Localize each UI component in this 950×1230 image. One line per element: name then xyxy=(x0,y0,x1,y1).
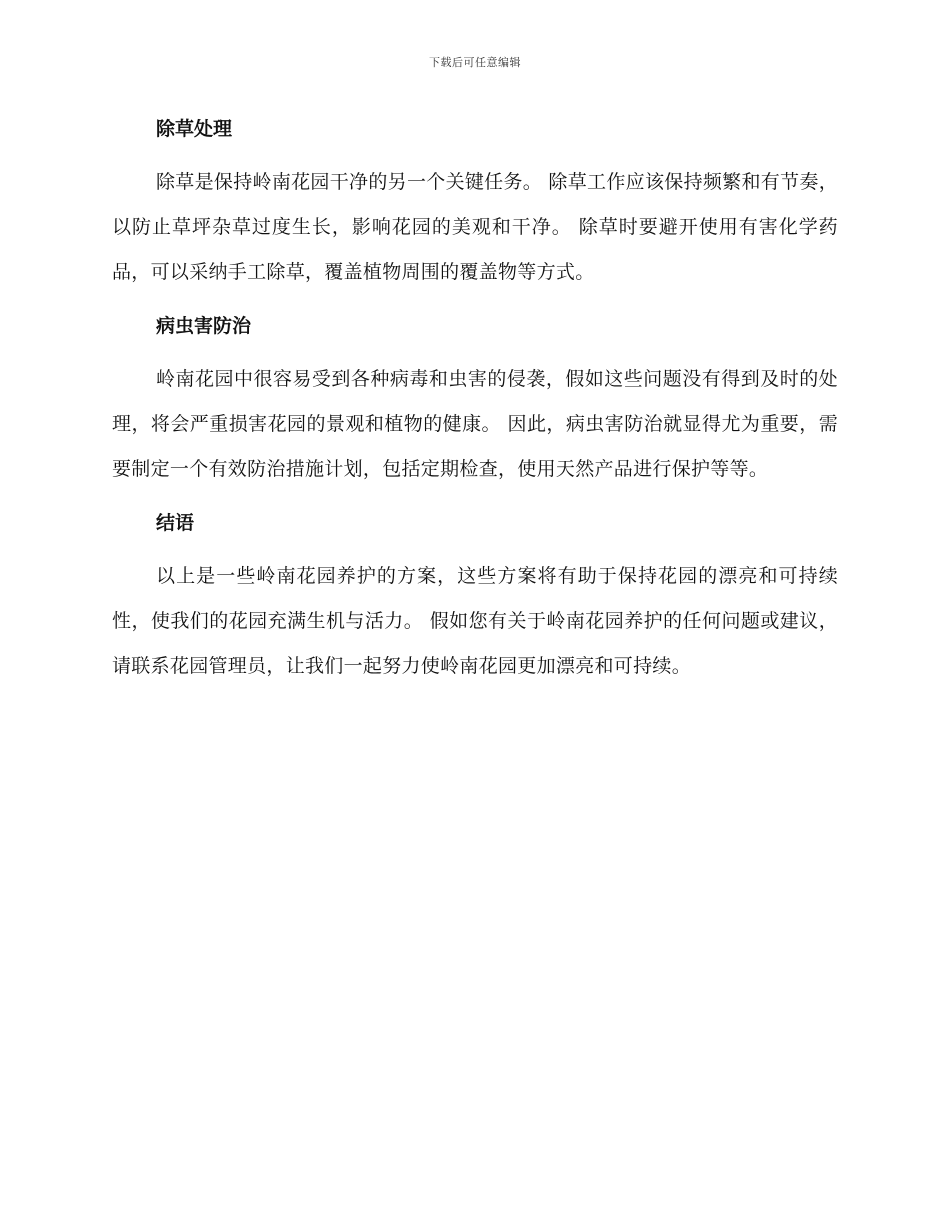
section-heading: 除草处理 xyxy=(156,118,233,140)
header-note: 下载后可任意编辑 xyxy=(429,56,521,69)
section-body: 以上是一些岭南花园养护的方案，这些方案将有助于保持花园的漂亮和可持续性，使我们的花园充满生机与活力。 假如您有关于岭南花园养护的任何问题或建议，请联系花园管理员，让我们一起努力使岭南花园更加漂亮和可持续。 xyxy=(112,565,838,677)
section-body: 除草是保持岭南花园干净的另一个关键任务。 除草工作应该保持频繁和有节奏，以防止草坪杂草过度生长，影响花园的美观和干净。 除草时要避开使用有害化学药品，可以采纳手工除草，覆盖植物周围的覆盖物等方式。 xyxy=(112,171,838,283)
document-content xyxy=(112,112,838,689)
section-pest-control xyxy=(112,309,838,506)
section-weeding xyxy=(112,112,838,309)
section-heading: 结语 xyxy=(156,512,195,534)
section-body: 岭南花园中很容易受到各种病毒和虫害的侵袭，假如这些问题没有得到及时的处理，将会严重损害花园的景观和植物的健康。 因此，病虫害防治就显得尤为重要，需要制定一个有效防治措施计划，包括定期检查，使用天然产品进行保护等等。 xyxy=(112,368,838,480)
section-heading: 病虫害防治 xyxy=(156,315,252,337)
section-conclusion xyxy=(112,506,838,689)
